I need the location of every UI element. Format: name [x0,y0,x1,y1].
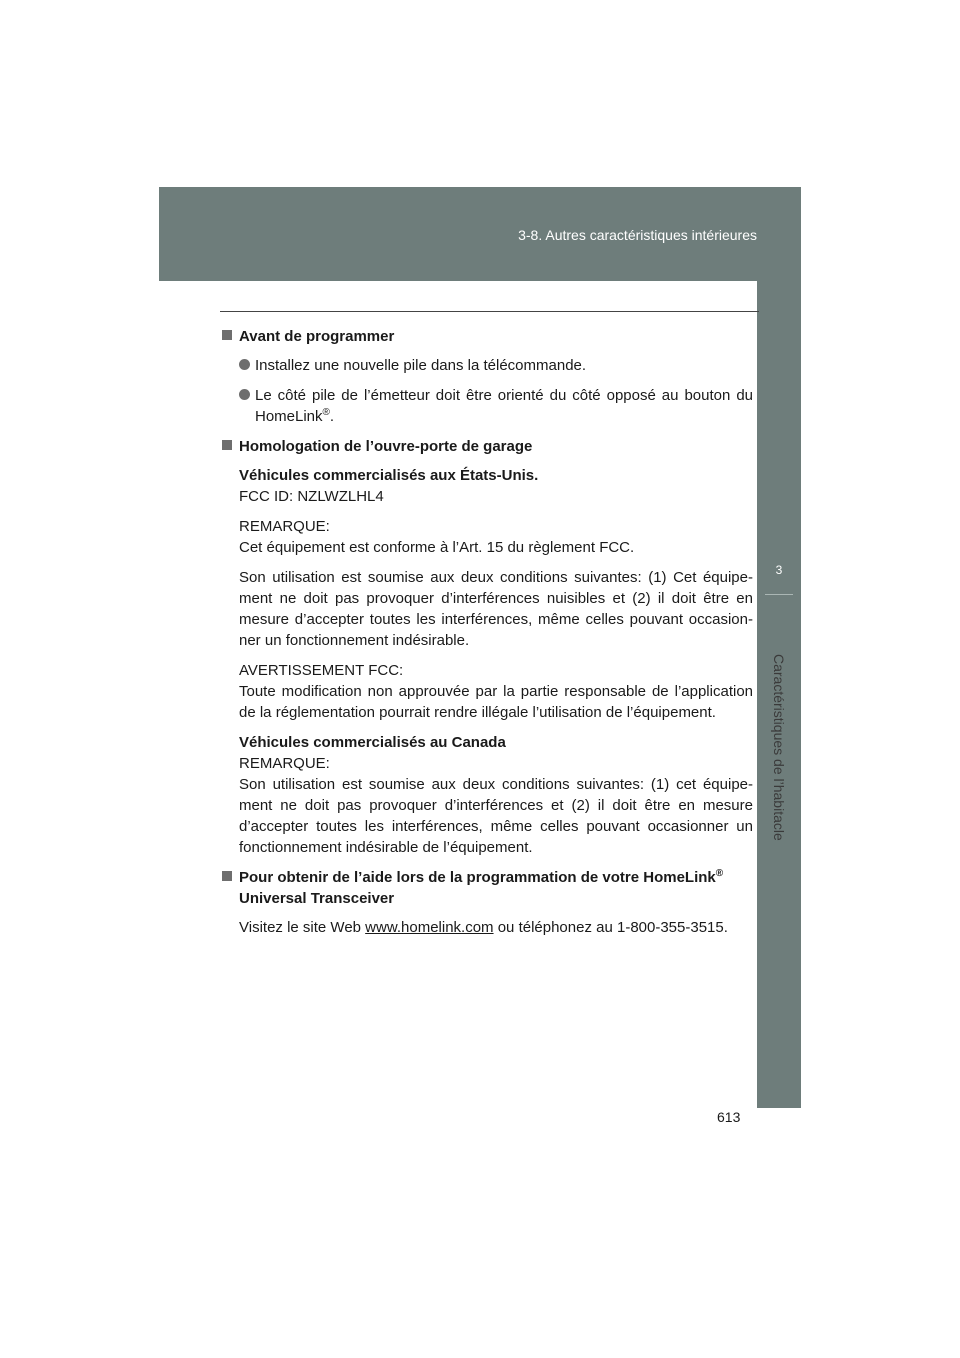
heading-homologation: Homologation de l’ouvre-porte de garage [222,436,753,457]
round-bullet-icon [239,389,250,400]
remark-text: Cet équipement est conforme à l’Art. 15 du règlement FCC. [239,539,635,556]
canada-heading: Véhicules commercialisés au Canada [239,734,506,751]
square-bullet-icon [222,871,232,881]
registered-mark: ® [322,407,330,418]
bullet-item: Installez une nouvelle pile dans la télécommande. [239,355,753,376]
heading-help: Pour obtenir de l’aide lors de la programmation de votre HomeLink® Universal Transceiver [222,867,753,909]
top-rule [220,311,759,312]
homelink-website-link[interactable]: www.homelink.com [365,919,494,936]
chapter-tab [757,281,801,1108]
square-bullet-icon [222,330,232,340]
canada-remark-label: REMARQUE: [239,755,330,772]
warning-label: AVERTISSEMENT FCC: [239,662,404,679]
chapter-number: 3 [775,563,783,577]
remark-block [239,516,753,558]
warning-text: Toute modification non approuvée par la partie responsable de l’application de la réglementation pourrait rendre illégale l’utilisation de l’équipement. [239,683,753,721]
help-paragraph: Visitez le site Web www.homelink.com ou téléphonez au 1-800-355-3515. [239,919,728,936]
bullet-item: Le côté pile de l’émetteur doit être orienté du côté opposé au bouton du HomeLink®. [239,385,753,427]
conditions-paragraph: Son utilisation est soumise aux deux conditions suivantes: (1) Cet équipe-ment ne doit pas provoquer d’interférences nuisibles et (2) il doit être en mesure d’accepter toutes les interférences, même celles pouvant occasion-ner un fonctionnement indésirable. [239,569,753,649]
warning-block [239,660,753,723]
remark-label: REMARQUE: [239,518,330,535]
canada-block [239,732,753,858]
canada-text: Son utilisation est soumise aux deux conditions suivantes: (1) cet équipe-ment ne doit pas provoquer d’interférences et (2) il doit être en mesure d’accepter toutes les interférences, même celles pouvant occasionner un fonctionnement indésirable de l’équipement. [239,776,753,856]
fcc-id: FCC ID: NZLWZLHL4 [239,488,384,505]
heading-before-programming: Avant de programmer [222,326,753,347]
us-block [239,465,753,507]
chapter-divider [765,594,793,595]
page-content [222,326,753,947]
square-bullet-icon [222,440,232,450]
section-header-bar [159,187,801,281]
round-bullet-icon [239,359,250,370]
us-heading: Véhicules commercialisés aux États-Unis. [239,467,539,484]
registered-mark: ® [715,868,724,879]
page-number: 613 [717,1109,741,1125]
chapter-title: Caractéristiques de l’habitacle [771,654,787,841]
section-title: 3-8. Autres caractéristiques intérieures [518,227,757,243]
